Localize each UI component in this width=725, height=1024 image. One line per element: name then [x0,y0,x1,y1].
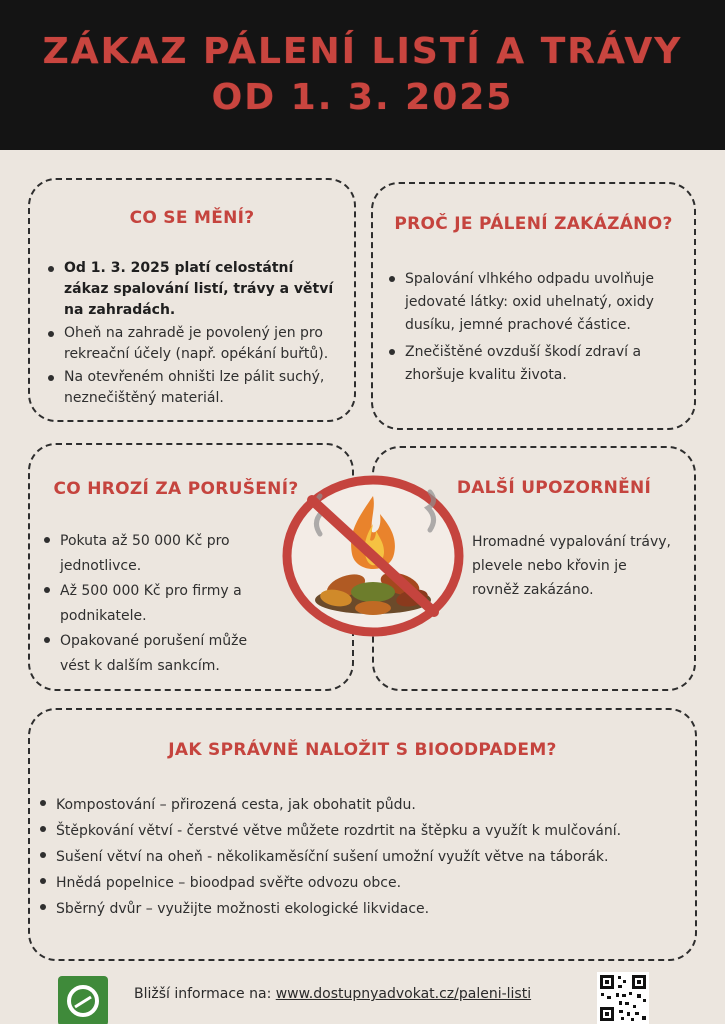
list-item: Hnědá popelnice – bioodpad svěřte odvozu obce. [34,870,685,896]
list-item: Na otevřeném ohništi lze pálit suchý, neznečištěný materiál. [42,367,340,409]
page-subtitle-date: OD 1. 3. 2025 [211,77,514,118]
list-item: Až 500 000 Kč pro firmy a podnikatele. [38,579,262,629]
page-header [0,0,725,150]
footer [0,970,725,1024]
footer-label: Bližší informace na: [134,986,272,1002]
what-changes-title: CO SE MĚNÍ? [129,208,255,228]
penalty-title: CO HROZÍ ZA PORUŠENÍ? [53,479,299,499]
logo-icon [58,976,108,1024]
penalty-list [38,529,262,679]
list-item: Spalování vlhkého odpadu uvolňuje jedovaté látky: oxid uhelnatý, oxidy dusíku, jemné prachové částice. [383,268,680,337]
why-banned-list [383,268,680,387]
info-link[interactable]: www.dostupnyadvokat.cz/paleni-listi [275,986,532,1002]
biowaste-section [28,708,697,961]
list-item: Pokuta až 50 000 Kč pro jednotlivce. [38,529,262,579]
list-item: Sušení větví na oheň - několikaměsíční sušení umožní využít větve na táborák. [34,844,685,870]
further-warning-text: Hromadné vypalování trávy, plevele nebo křovin je rovněž zakázáno. [472,534,671,598]
further-warning-title: DALŠÍ UPOZORNĚNÍ [456,478,652,498]
no-fire-icon [280,474,466,638]
list-item: Od 1. 3. 2025 platí celostátní zákaz spalování listí, trávy a větví na zahradách. [42,258,340,321]
what-changes-list [42,258,340,409]
why-banned-title: PROČ JE PÁLENÍ ZAKÁZÁNO? [394,214,673,234]
qr-code-icon [597,972,649,1024]
why-banned-section [371,182,696,430]
biowaste-list [34,792,685,922]
list-item: Oheň na zahradě je povolený jen pro rekreační účely (např. opékání buřtů). [42,323,340,365]
list-item: Kompostování – přirozená cesta, jak obohatit půdu. [34,792,685,818]
biowaste-title: JAK SPRÁVNĚ NALOŽIT S BIOODPADEM? [168,740,557,760]
list-item: Sběrný dvůr – využijte možnosti ekologické likvidace. [34,896,685,922]
what-changes-section [28,178,356,422]
list-item: Opakované porušení může vést k dalším sankcím. [38,629,262,679]
page-title: ZÁKAZ PÁLENÍ LISTÍ A TRÁVY [42,31,683,72]
list-item: Znečištěné ovzduší škodí zdraví a zhoršuje kvalitu života. [383,341,680,387]
footer-info [134,986,531,1002]
list-item: Štěpkování větví - čerstvé větve můžete rozdrtit na štěpku a využít k mulčování. [34,818,685,844]
